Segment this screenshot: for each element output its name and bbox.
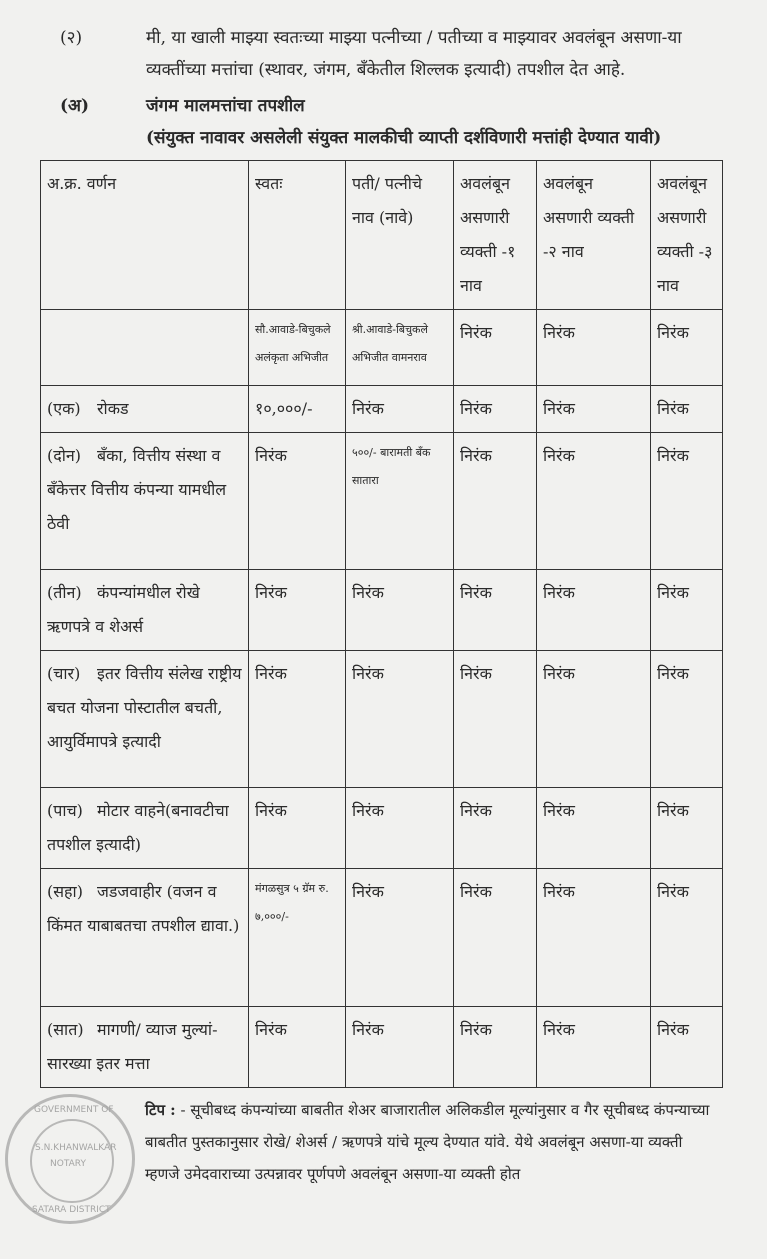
value-cell: निरंक [249, 788, 346, 869]
value-cell: निरंक [454, 386, 537, 433]
value-cell: निरंक [346, 651, 454, 788]
value-cell: निरंक [537, 869, 651, 1007]
value-cell: निरंक [249, 570, 346, 651]
value-cell: निरंक [537, 651, 651, 788]
header-cell: अवलंबून असणारी व्यक्ती -२ नाव [537, 161, 651, 310]
row-number: (तीन) [47, 583, 82, 602]
row-number: (दोन) [47, 446, 82, 465]
table-row [41, 651, 723, 788]
notary-stamp: GOVERNMENT OF S.N.KHANWALKAR NOTARY SATARA DISTRICT [5, 1094, 135, 1224]
value-cell: निरंक [249, 433, 346, 570]
cell: निरंक [651, 310, 723, 386]
section-a [60, 90, 710, 154]
table-row [41, 386, 723, 433]
row-description: मागणी/ व्याज मुल्यां-सारख्या इतर मत्ता [47, 1020, 218, 1073]
description-cell [41, 386, 249, 433]
value-cell: निरंक [537, 386, 651, 433]
value-cell: निरंक [454, 651, 537, 788]
assets-table [40, 160, 723, 1088]
description-cell [41, 433, 249, 570]
cell: श्री.आवाडे-बिचुकले अभिजीत वामनराव [346, 310, 454, 386]
value-cell: निरंक [537, 570, 651, 651]
section-number: (२) [60, 28, 83, 48]
description-cell [41, 788, 249, 869]
row-number: (सहा) [47, 882, 83, 901]
description-cell [41, 869, 249, 1007]
cell [41, 310, 249, 386]
value-cell: ५००/- बारामती बँक सातारा [346, 433, 454, 570]
value-cell: निरंक [537, 1007, 651, 1088]
section-2 [60, 22, 710, 86]
description-cell [41, 651, 249, 788]
table-row [41, 570, 723, 651]
value-cell: निरंक [454, 570, 537, 651]
header-cell: पती/ पत्नीचे नाव (नावे) [346, 161, 454, 310]
value-cell: निरंक [346, 1007, 454, 1088]
row-description: जडजवाहीर (वजन व किंमत याबाबतचा तपशील द्यावा.) [47, 882, 240, 935]
subsection-number: (अ) [60, 96, 90, 116]
cell: सौ.आवाडे-बिचुकले अलंकृता अभिजीत [249, 310, 346, 386]
row-number: (एक) [47, 399, 81, 418]
note-label: टिप : [145, 1101, 176, 1119]
value-cell: निरंक [346, 788, 454, 869]
value-cell: निरंक [454, 433, 537, 570]
row-number: (सात) [47, 1020, 84, 1039]
value-cell: निरंक [346, 570, 454, 651]
table-row [41, 433, 723, 570]
value-cell: निरंक [651, 570, 723, 651]
value-cell: निरंक [249, 651, 346, 788]
value-cell: निरंक [249, 1007, 346, 1088]
value-cell: निरंक [454, 788, 537, 869]
note-text: - सूचीबध्द कंपन्यांच्या बाबतीत शेअर बाजारातील अलिकडील मूल्यांनुसार व गैर सूचीबध्द कंपन्याच्या बाबतीत पुस्तकानुसार रोखे/ शेअर्स / ऋणपत्रे यांचे मूल्य देण्यात यांवे. येथे अवलंबून असणा-या व्यक्ती म्हणजे उमेदवाराच्या उत्पन्नावर पूर्णपणे अवलंबून असणा-या व्यक्ती होत [145, 1101, 710, 1183]
value-cell: निरंक [346, 869, 454, 1007]
value-cell: निरंक [537, 788, 651, 869]
row-number: (चार) [47, 664, 81, 683]
row-description: मोटार वाहने(बनावटीचा तपशील इत्यादी) [47, 801, 229, 854]
row-description: रोकड [97, 399, 129, 418]
header-cell: अवलंबून असणारी व्यक्ती -३ नाव [651, 161, 723, 310]
description-cell [41, 570, 249, 651]
row-description: कंपन्यांमधील रोखे ऋणपत्रे व शेअर्स [47, 583, 200, 636]
section-text: मी, या खाली माझ्या स्वतःच्या माझ्या पत्नीच्या / पतीच्या व माझ्यावर अवलंबून असणा-या व्यक्तींच्या मत्तांचा (स्थावर, जंगम, बँकेतील शिल्लक इत्यादी) तपशील देत आहे. [146, 28, 682, 80]
note-section [5, 1094, 720, 1224]
value-cell: १०,०००/- [249, 386, 346, 433]
subsection-subtitle: (संयुक्त नावावर असलेली संयुक्त मालकीची व्याप्ती दर्शविणारी मत्तांही देण्यात यावी) [146, 128, 662, 148]
value-cell: निरंक [651, 1007, 723, 1088]
value-cell: निरंक [651, 788, 723, 869]
value-cell: निरंक [651, 651, 723, 788]
value-cell: निरंक [651, 869, 723, 1007]
row-description: इतर वित्तीय संलेख राष्ट्रीय बचत योजना पोस्टातील बचती, आयुर्विमापत्रे इत्यादी [47, 664, 242, 751]
value-cell: निरंक [454, 869, 537, 1007]
table-row [41, 788, 723, 869]
cell: निरंक [537, 310, 651, 386]
header-cell: अ.क्र. वर्णन [41, 161, 249, 310]
value-cell: निरंक [454, 1007, 537, 1088]
header-cell: अवलंबून असणारी व्यक्ती -१ नाव [454, 161, 537, 310]
value-cell: निरंक [537, 433, 651, 570]
names-row [41, 310, 723, 386]
table-header-row [41, 161, 723, 310]
value-cell: निरंक [651, 433, 723, 570]
table-row [41, 1007, 723, 1088]
row-description: बँका, वित्तीय संस्था व बँकेत्तर वित्तीय कंपन्या यामधील ठेवी [47, 446, 227, 533]
description-cell [41, 1007, 249, 1088]
value-cell: मंगळसुत्र ५ ग्रॅम रु. ७,०००/- [249, 869, 346, 1007]
row-number: (पाच) [47, 801, 83, 820]
header-cell: स्वतः [249, 161, 346, 310]
subsection-title: जंगम मालमत्तांचा तपशील [146, 96, 305, 116]
value-cell: निरंक [651, 386, 723, 433]
table-row [41, 869, 723, 1007]
value-cell: निरंक [346, 386, 454, 433]
cell: निरंक [454, 310, 537, 386]
